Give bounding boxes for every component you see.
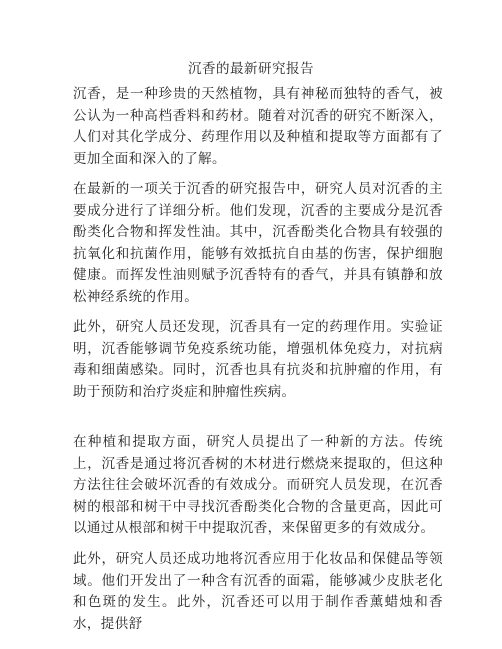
paragraph-applications: 此外，研究人员还成功地将沉香应用于化妆品和保健品等领域。他们开发出了一种含有沉香的面霜，能够减少皮肤老化和色斑的发生。此外，沉香还可以用于制作香薰蜡烛和香水，提供舒 <box>73 551 443 632</box>
paragraph-intro: 沉香，是一种珍贵的天然植物，具有神秘而独特的香气，被公认为一种高档香料和药材。随着对沉香的研究不断深入，人们对其化学成分、药理作用以及种植和提取等方面都有了更加全面和深入的了解。 <box>73 86 443 167</box>
paragraph-pharmacology: 此外，研究人员还发现，沉香具有一定的药理作用。实验证明，沉香能够调节免疫系统功能，增强机体免疫力，对抗病毒和细菌感染。同时，沉香也具有抗炎和抗肿瘤的作用，有助于预防和治疗炎症和肿瘤性疾病。 <box>73 319 443 400</box>
paragraph-cultivation-extraction: 在种植和提取方面，研究人员提出了一种新的方法。传统上，沉香是通过将沉香树的木材进行燃烧来提取的，但这种方法往往会破坏沉香的有效成分。而研究人员发现，在沉香树的根部和树干中寻找沉香酚类化合物的含量更高，因此可以通过从根部和树干中提取沉香，来保留更多的有效成分。 <box>73 434 443 536</box>
paragraph-composition: 在最新的一项关于沉香的研究报告中，研究人员对沉香的主要成分进行了详细分析。他们发现，沉香的主要成分是沉香酚类化合物和挥发性油。其中，沉香酚类化合物具有较强的抗氧化和抗菌作用，能够有效抵抗自由基的伤害，保护细胞健康。而挥发性油则赋予沉香特有的香气，并具有镇静和放松神经系统的作用。 <box>73 181 443 305</box>
document-title: 沉香的最新研究报告 <box>188 61 314 77</box>
